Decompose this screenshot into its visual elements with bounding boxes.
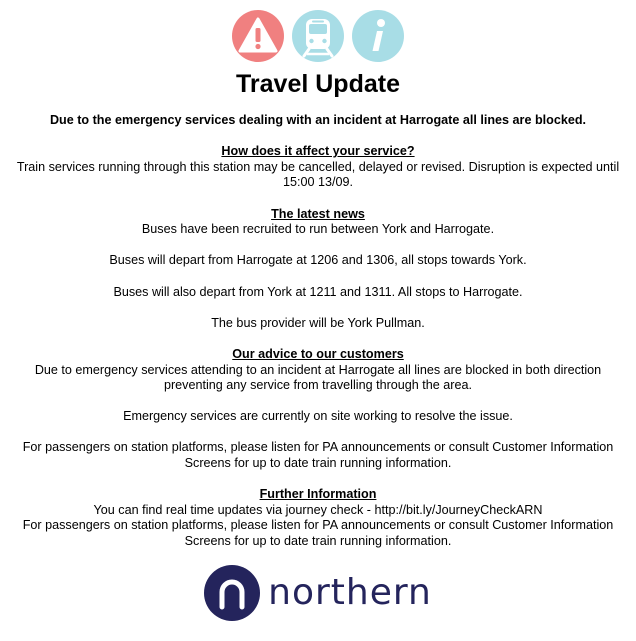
header-icons [0,10,636,62]
lead-statement: Due to the emergency services dealing with an incident at Harrogate all lines are blocked. [49,113,587,127]
section-heading: Our advice to our customers [232,346,404,361]
section-paragraph: For passengers on station platforms, please listen for PA announcements or consult Customer Information Screens for up to date train running information. [22,440,614,471]
page-title: Travel Update [236,70,400,98]
section-affect [6,144,630,191]
section-heading: How does it affect your service? [221,144,415,159]
section-news [6,207,630,332]
section-paragraph: Buses will also depart from York at 1211 and 1311. All stops to Harrogate. [113,284,523,299]
info-icon [352,10,404,62]
warning-icon [232,10,284,62]
section-paragraph: Buses have been recruited to run between York and Harrogate. [141,222,495,237]
section-paragraph: Emergency services are currently on site working to resolve the issue. [123,409,513,424]
northern-logo [0,565,636,621]
section-advice [6,347,630,472]
section-heading: The latest news [271,206,365,221]
notice-body [6,113,630,565]
section-paragraph: You can find real time updates via journey check - http://bit.ly/JourneyCheckARN [93,502,543,517]
northern-logo-mark-icon [204,565,260,621]
section-paragraph: For passengers on station platforms, please listen for PA announcements or consult Customer Information Screens for up to date train running information. [22,518,614,549]
section-paragraph: Due to emergency services attending to an incident at Harrogate all lines are blocked in both direction preventing any service from travelling through the area. [34,362,602,393]
section-heading: Further Information [259,487,377,502]
train-icon [292,10,344,62]
section-paragraph: Buses will depart from Harrogate at 1206 and 1306, all stops towards York. [109,253,527,268]
logo-wordmark: northern [268,572,432,613]
section-paragraph: Train services running through this station may be cancelled, delayed or revised. Disruption is expected until 15:00 13/09. [16,159,620,190]
section-further [6,487,630,549]
section-paragraph: The bus provider will be York Pullman. [211,315,425,330]
